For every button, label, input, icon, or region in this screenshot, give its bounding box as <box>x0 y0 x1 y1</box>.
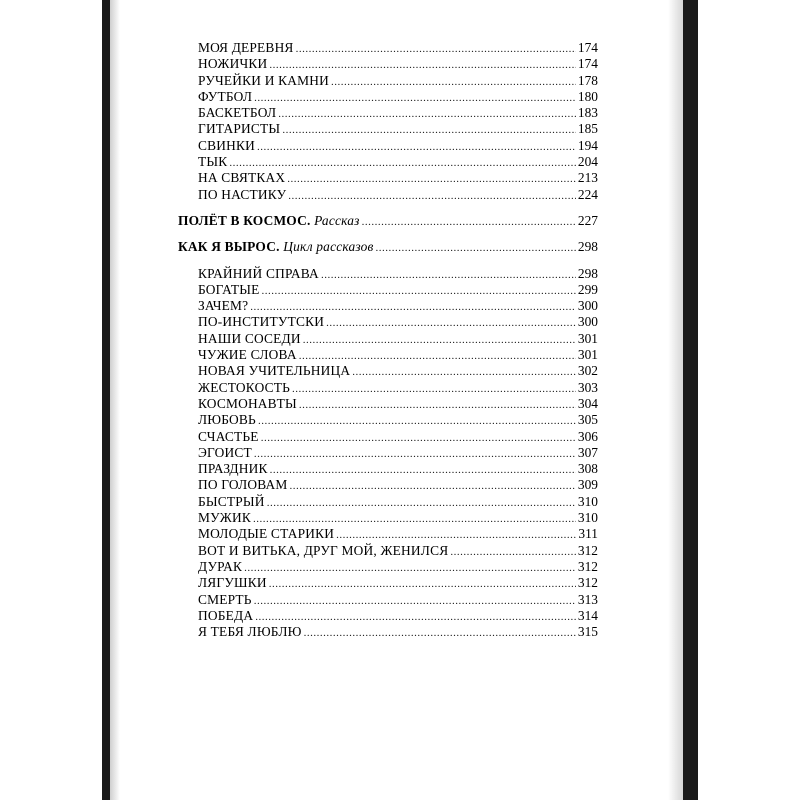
toc-entry <box>178 526 598 542</box>
toc-entry-title: СЧАСТЬЕ <box>198 428 259 444</box>
toc-entry <box>178 347 598 363</box>
toc-entry-title: ДУРАК <box>198 558 243 574</box>
toc-entry-page: 185 <box>577 121 598 137</box>
toc-section-subtitle: Рассказ <box>314 212 360 228</box>
toc-entry <box>178 314 598 330</box>
toc-section <box>178 239 598 255</box>
toc-entry <box>178 121 598 137</box>
toc-entry-title: ВОТ И ВИТЬКА, ДРУГ МОЙ, ЖЕНИЛСЯ <box>198 542 449 558</box>
toc-entry-title: КРАЙНИЙ СПРАВА <box>198 265 319 281</box>
toc-entry-page: 312 <box>577 542 598 558</box>
toc-entry-page: 300 <box>577 298 598 314</box>
toc-entry-title: ЖЕСТОКОСТЬ <box>198 379 291 395</box>
toc-entry <box>178 461 598 477</box>
dot-leader <box>278 106 576 122</box>
toc-entry-title: РУЧЕЙКИ И КАМНИ <box>198 72 329 88</box>
toc-entry-page: 315 <box>577 624 598 640</box>
toc-entry <box>178 266 598 282</box>
dot-leader <box>269 576 576 592</box>
toc-entry-page: 299 <box>577 281 598 297</box>
dot-leader <box>287 171 576 187</box>
book-spine-left <box>102 0 110 800</box>
toc-section <box>178 213 598 229</box>
toc-entry-title: Я ТЕБЯ ЛЮБЛЮ <box>198 624 302 640</box>
dot-leader <box>282 122 576 138</box>
dot-leader <box>290 478 576 494</box>
dot-leader <box>270 462 576 478</box>
toc-entry-title: МОЛОДЫЕ СТАРИКИ <box>198 526 335 542</box>
dot-leader <box>229 155 576 171</box>
toc-section-page: 298 <box>577 239 598 255</box>
dot-leader <box>303 332 576 348</box>
toc-entry <box>178 429 598 445</box>
dot-leader <box>244 560 576 576</box>
dot-leader <box>352 364 576 380</box>
toc-entry <box>178 170 598 186</box>
toc-entry-page: 311 <box>578 526 598 542</box>
spacer <box>178 256 598 266</box>
toc-entry-page: 301 <box>577 330 598 346</box>
toc-entry-title: ПО ГОЛОВАМ <box>198 477 288 493</box>
toc-entry-page: 313 <box>577 591 598 607</box>
dot-leader <box>255 609 576 625</box>
toc-entry-title: ПО НАСТИКУ <box>198 186 287 202</box>
dot-leader <box>254 446 576 462</box>
dot-leader <box>253 511 576 527</box>
toc-entry-page: 310 <box>577 493 598 509</box>
toc-entry-title: ЭГОИСТ <box>198 444 252 460</box>
toc-entry <box>178 331 598 347</box>
toc-entry-title: НА СВЯТКАХ <box>198 170 286 186</box>
toc-entry <box>178 396 598 412</box>
toc-entry <box>178 608 598 624</box>
toc-entry-page: 224 <box>577 186 598 202</box>
dot-leader <box>376 240 576 256</box>
toc-entry-title: ЛЮБОВЬ <box>198 412 256 428</box>
toc-entry <box>178 56 598 72</box>
toc-entry-title: ФУТБОЛ <box>198 88 253 104</box>
toc-entry <box>178 138 598 154</box>
book-spine-right <box>683 0 698 800</box>
toc-entry <box>178 298 598 314</box>
toc-entry-title: ГИТАРИСТЫ <box>198 121 281 137</box>
dot-leader <box>321 267 576 283</box>
toc-section-title-wrap <box>178 239 374 255</box>
toc-entry <box>178 363 598 379</box>
dot-leader <box>250 299 576 315</box>
toc-entry-page: 305 <box>577 412 598 428</box>
toc-entry <box>178 187 598 203</box>
toc-entry-title: КОСМОНАВТЫ <box>198 395 297 411</box>
toc-entry-title: ЛЯГУШКИ <box>198 575 267 591</box>
toc-entry <box>178 445 598 461</box>
toc-entry-page: 312 <box>577 575 598 591</box>
toc-entry <box>178 89 598 105</box>
dot-leader <box>269 57 576 73</box>
toc-entry-page: 194 <box>577 137 598 153</box>
dot-leader <box>261 430 576 446</box>
toc-entry-title: ТЫК <box>198 154 228 170</box>
spacer <box>178 229 598 239</box>
toc-entry-page: 314 <box>577 607 598 623</box>
toc-entry <box>178 543 598 559</box>
toc-entry-page: 178 <box>577 72 598 88</box>
toc-entry-title: НОВАЯ УЧИТЕЛЬНИЦА <box>198 363 351 379</box>
dot-leader <box>299 348 576 364</box>
dot-leader <box>292 381 576 397</box>
toc-entry <box>178 510 598 526</box>
dot-leader <box>257 139 576 155</box>
toc-entry-page: 309 <box>577 477 598 493</box>
dot-leader <box>299 397 576 413</box>
toc-entry-title: ЗАЧЕМ? <box>198 298 249 314</box>
toc-entry-page: 183 <box>577 105 598 121</box>
toc-entry-page: 307 <box>577 444 598 460</box>
toc-section-title: ПОЛЁТ В КОСМОС. <box>178 212 311 228</box>
toc-entry-title: СМЕРТЬ <box>198 591 252 607</box>
toc-entry-title: ЧУЖИЕ СЛОВА <box>198 347 297 363</box>
dot-leader <box>254 593 576 609</box>
toc-entry <box>178 380 598 396</box>
toc-entry-title: МОЯ ДЕРЕВНЯ <box>198 40 294 55</box>
toc-entry-title: ПОБЕДА <box>198 607 254 623</box>
spacer <box>178 203 598 213</box>
toc-entry-title: БОГАТЫЕ <box>198 281 260 297</box>
toc-entry-page: 301 <box>577 347 598 363</box>
toc-entry <box>178 154 598 170</box>
toc-entry-title: МУЖИК <box>198 510 251 526</box>
toc-entry <box>178 40 598 56</box>
toc-entry-page: 180 <box>577 88 598 104</box>
dot-leader <box>336 527 576 543</box>
dot-leader <box>288 188 576 204</box>
toc-entry-title: СВИНКИ <box>198 137 256 153</box>
toc-entry <box>178 105 598 121</box>
dot-leader <box>261 283 575 299</box>
toc-entry-page: 308 <box>577 461 598 477</box>
toc-entry-title: БАСКЕТБОЛ <box>198 105 277 121</box>
toc-entry <box>178 412 598 428</box>
toc-section-page: 227 <box>577 212 598 228</box>
toc-entry <box>178 624 598 640</box>
toc-entry-page: 303 <box>577 379 598 395</box>
toc-entry-title: БЫСТРЫЙ <box>198 493 265 509</box>
toc-section-title: КАК Я ВЫРОС. <box>178 239 280 255</box>
dot-leader <box>362 214 576 230</box>
toc-entry-page: 306 <box>577 428 598 444</box>
dot-leader <box>258 413 576 429</box>
toc-entry <box>178 592 598 608</box>
toc-entry-page: 300 <box>577 314 598 330</box>
toc-entry <box>178 575 598 591</box>
toc-entry-page: 302 <box>577 363 598 379</box>
toc-entry-page: 312 <box>577 558 598 574</box>
toc-section-subtitle: Цикл рассказов <box>283 239 374 255</box>
toc-entry-title: ПРАЗДНИК <box>198 461 268 477</box>
dot-leader <box>304 625 576 641</box>
dot-leader <box>331 74 576 90</box>
toc-entry-page: 298 <box>577 265 598 281</box>
toc-entry-page: 310 <box>577 510 598 526</box>
toc-entry-page: 174 <box>577 40 598 55</box>
toc-entry-page: 174 <box>577 56 598 72</box>
toc-entry-page: 304 <box>577 395 598 411</box>
page-shadow-right <box>668 0 683 800</box>
table-of-contents <box>178 40 598 640</box>
toc-entry <box>178 559 598 575</box>
toc-entry <box>178 282 598 298</box>
dot-leader <box>326 315 576 331</box>
dot-leader <box>267 495 576 511</box>
toc-entry <box>178 494 598 510</box>
dot-leader <box>254 90 576 106</box>
toc-entry <box>178 477 598 493</box>
toc-entry-title: НАШИ СОСЕДИ <box>198 330 301 346</box>
toc-entry-page: 213 <box>577 170 598 186</box>
page-shadow-left <box>110 0 120 800</box>
dot-leader <box>296 41 576 57</box>
toc-entry-title: ПО-ИНСТИТУТСКИ <box>198 314 325 330</box>
toc-section-title-wrap <box>178 213 360 229</box>
toc-entry-title: НОЖИЧКИ <box>198 56 268 72</box>
toc-entry <box>178 73 598 89</box>
dot-leader <box>450 544 576 560</box>
toc-entry-page: 204 <box>577 154 598 170</box>
